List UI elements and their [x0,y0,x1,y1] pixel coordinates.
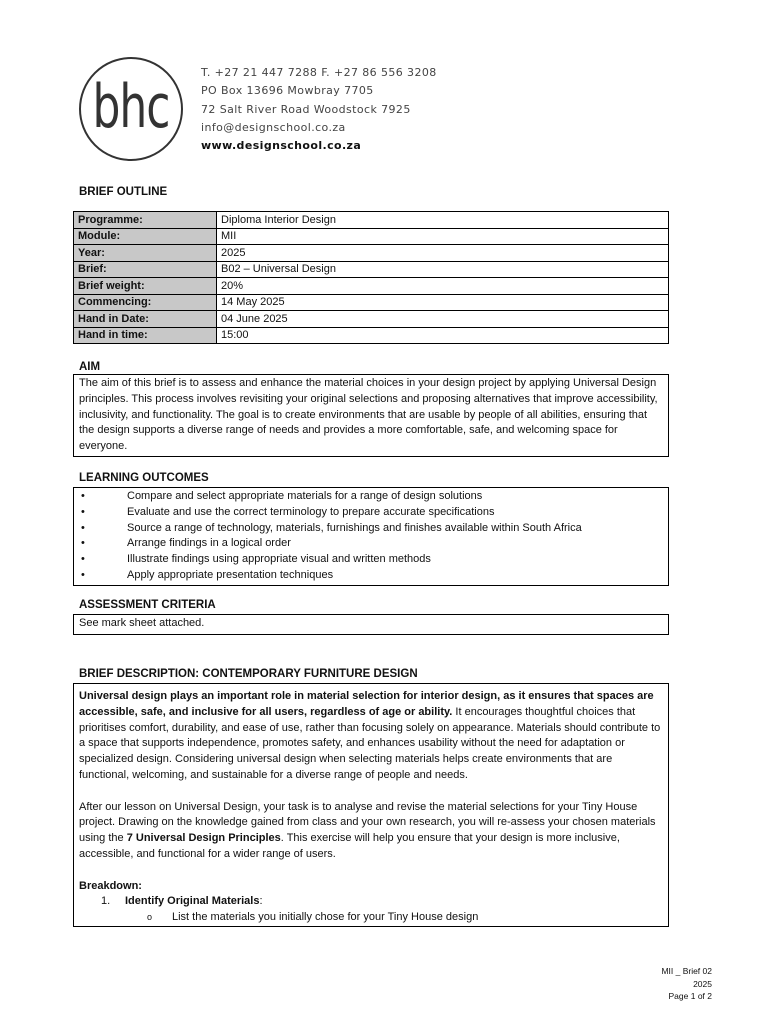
step-1-sub-marker: o [147,912,153,923]
brief-outline-table [73,211,669,344]
footer-module: MII _ Brief 02 [661,966,712,976]
brief-outline-value: 15:00 [217,327,669,344]
brief-outline-row [74,261,669,278]
brief-outline-row [74,278,669,295]
description-paragraph-1 [79,689,663,784]
footer-page-number: Page 1 of 2 [668,991,712,1001]
learning-outcome-text: Arrange findings in a logical order [127,537,291,550]
brief-outline-label: Commencing: [74,294,217,311]
brief-outline-row [74,245,669,262]
learning-outcome-item [79,521,663,537]
step-1-colon: : [259,895,263,908]
bhc-logo [79,57,183,161]
learning-outcome-text: Illustrate findings using appropriate visual and written methods [127,553,431,566]
learning-outcome-text: Evaluate and use the correct terminology to prepare accurate specifications [127,505,495,518]
description-paragraph-2 [79,800,663,863]
step-1-number: 1. [101,895,111,908]
breakdown-step-1 [79,894,663,910]
brief-outline-row [74,212,669,229]
learning-outcomes-heading: LEARNING OUTCOMES [79,472,209,484]
bullet-marker: • [81,537,85,550]
contact-email[interactable]: info@designschool.co.za [201,120,346,134]
footer-year: 2025 [693,978,712,989]
aim-box [73,374,669,457]
aim-text: The aim of this brief is to assess and enhance the material choices in your design project by applying Universal Design principles. This process involves revisiting your original selections and proposing alternatives that improve accessibility, inclusivity, and functionality. The goal is to create environments that are usable by people of all abilities, ensuring that the design supports a diverse range of needs and provides a more comfortable, safe, and welcoming space for everyone. [79,377,658,453]
brief-outline-value: 2025 [217,245,669,262]
brief-outline-value: Diploma Interior Design [217,212,669,229]
brief-outline-heading: BRIEF OUTLINE [79,186,168,198]
contact-website[interactable]: www.designschool.co.za [201,139,362,153]
bullet-marker: • [81,521,85,534]
brief-outline-value: B02 – Universal Design [217,261,669,278]
assessment-text: See mark sheet attached. [79,617,205,629]
brief-outline-value: 14 May 2025 [217,294,669,311]
description-box [73,683,669,927]
description-intro-rest: It encourages thoughtful choices that prioritises comfort, durability, and ease of use, rather than focusing solely on appearance. Materials should contribute to a space that supports independence, promotes safety, and enhances usability without the need for adaptation or specialized design. Considering universal design when selecting materials helps create environments that are functional, welcoming, and sustainable for a diverse range of people and needs. [79,705,661,781]
brief-outline-label: Year: [74,245,217,262]
learning-outcome-item [79,536,663,552]
contact-phone: T. +27 21 447 7288 F. +27 86 556 3208 [201,66,437,79]
learning-outcome-item [79,489,663,505]
brief-outline-label: Module: [74,228,217,245]
contact-address: 72 Salt River Road Woodstock 7925 [201,102,411,116]
brief-outline-value: 20% [217,278,669,295]
learning-outcome-text: Source a range of technology, materials, furnishings and finishes available within South Africa [127,521,582,534]
brief-outline-label: Programme: [74,212,217,229]
description-task-bold: 7 Universal Design Principles [126,832,281,845]
contact-po-box: PO Box 13696 Mowbray 7705 [201,84,374,98]
brief-outline-value: MII [217,228,669,245]
breakdown-step-1-sub [79,910,663,926]
learning-outcome-text: Compare and select appropriate materials for a range of design solutions [127,490,483,502]
bullet-marker: • [81,505,85,518]
bullet-marker: • [81,553,85,566]
learning-outcome-item [79,568,663,584]
brief-outline-label: Hand in time: [74,327,217,344]
assessment-heading: ASSESSMENT CRITERIA [79,599,216,611]
brief-outline-row [74,327,669,344]
description-task-pre: After our lesson on Universal Design, your task is to analyse and revise the material selections for your Tiny House project. Drawing on the knowledge gained from class and your own research, you will re-assess your chosen materials using the [79,800,656,845]
page-footer [661,965,712,1003]
description-task-post: . This exercise will help you ensure that your design is more inclusive, accessible, and functional for a wider range of users. [79,832,620,860]
brief-outline-label: Hand in Date: [74,311,217,328]
learning-outcome-item [79,505,663,521]
aim-heading: AIM [79,361,101,373]
step-1-label: Identify Original Materials [125,895,260,908]
logo-text: bhc [92,72,170,142]
description-heading: BRIEF DESCRIPTION: CONTEMPORARY FURNITURE DESIGN [79,668,418,680]
assessment-box [73,614,669,635]
brief-outline-row [74,311,669,328]
description-intro-bold: Universal design plays an important role in material selection for interior design, as it ensures that spaces are accessible, safe, and inclusive for all users, regardless of age or ability. [79,690,654,718]
learning-outcomes-box [73,487,669,586]
step-1-sub-text: List the materials you initially chose for your Tiny House design [172,911,479,924]
breakdown-label: Breakdown: [79,879,142,892]
brief-outline-row [74,228,669,245]
learning-outcome-text: Apply appropriate presentation techniques [127,568,334,581]
contact-block [201,64,437,155]
bullet-marker: • [81,568,85,581]
brief-outline-value: 04 June 2025 [217,311,669,328]
learning-outcome-item [79,552,663,568]
brief-outline-label: Brief weight: [74,278,217,295]
brief-outline-row [74,294,669,311]
bullet-marker: • [81,490,85,502]
brief-outline-label: Brief: [74,261,217,278]
